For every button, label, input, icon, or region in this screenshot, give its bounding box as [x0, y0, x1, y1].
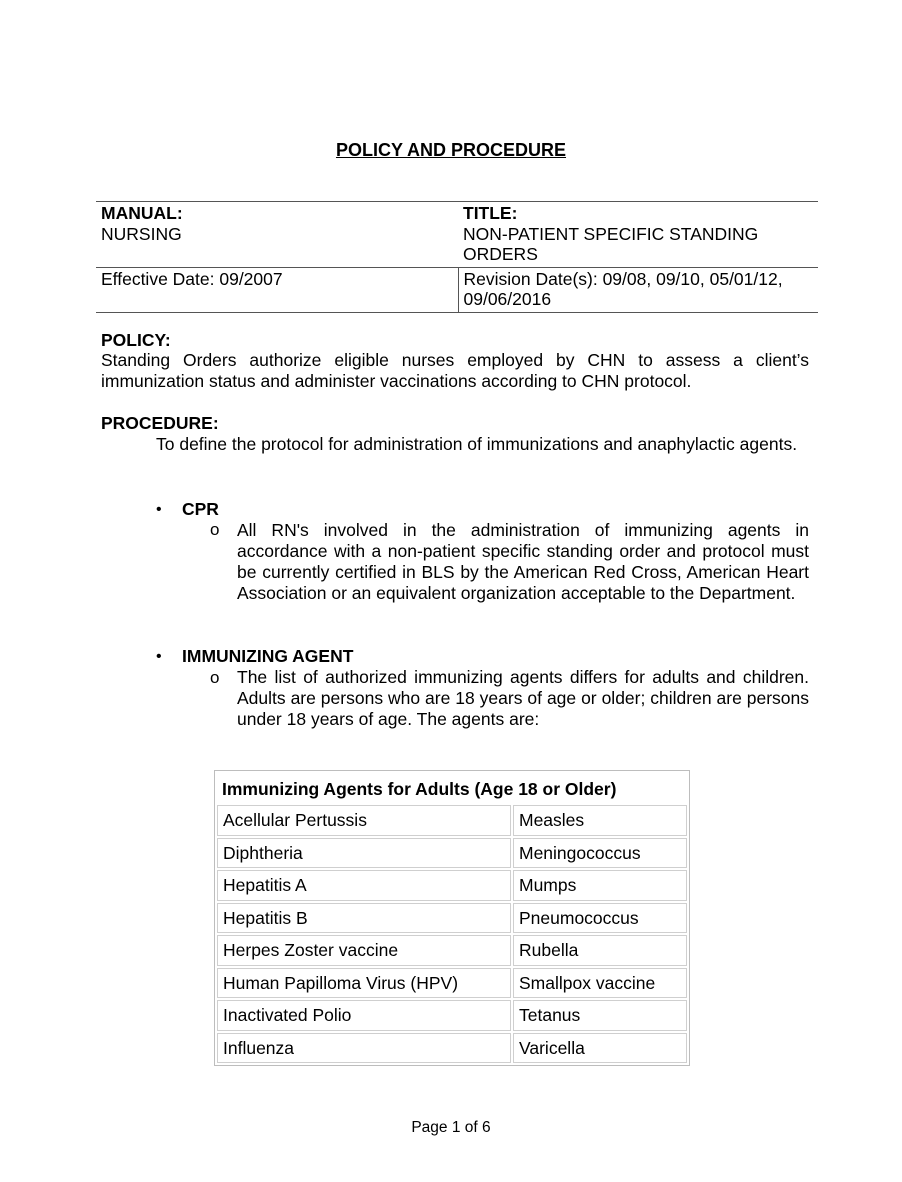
cpr-text: All RN's involved in the administration of immunizing agents in accordance with a non-patient specific standing order and protocol must be currently certified in BLS by the American Red Cross, American Heart Association or an equivalent organization acceptable to the Department. — [237, 520, 809, 603]
agent-cell: Meningococcus — [513, 838, 687, 869]
table-row — [217, 935, 687, 966]
adult-immunizing-agents-table — [214, 770, 690, 1066]
cpr-label: CPR — [182, 499, 219, 519]
agent-cell: Herpes Zoster vaccine — [217, 935, 511, 966]
page-title: POLICY AND PROCEDURE — [335, 140, 567, 160]
policy-text: Standing Orders authorize eligible nurses employed by CHN to assess a client’s immunization status and administer vaccinations according to CHN protocol. — [101, 350, 809, 391]
agent-cell: Rubella — [513, 935, 687, 966]
sub-bullet-immunizing-agent: o — [210, 668, 220, 687]
agent-cell: Varicella — [513, 1033, 687, 1064]
agent-cell: Inactivated Polio — [217, 1000, 511, 1031]
bullet-immunizing-agent: • — [156, 648, 162, 665]
manual-label: MANUAL: — [101, 203, 183, 223]
table-row — [217, 903, 687, 934]
immunizing-agent-label: IMMUNIZING AGENT — [182, 646, 354, 666]
table-row — [217, 838, 687, 869]
agent-cell: Measles — [513, 805, 687, 836]
agent-cell: Mumps — [513, 870, 687, 901]
table-row — [217, 870, 687, 901]
immunizing-agent-text: The list of authorized immunizing agents differs for adults and children. Adults are persons who are 18 years of age or older; children are persons under 18 years of age. The agents are: — [237, 667, 809, 729]
procedure-label: PROCEDURE: — [101, 413, 219, 433]
manual-value: NURSING — [101, 223, 182, 244]
agent-cell: Acellular Pertussis — [217, 805, 511, 836]
manual-cell — [96, 202, 458, 268]
agent-cell: Influenza — [217, 1033, 511, 1064]
title-value: NON-PATIENT SPECIFIC STANDING ORDERS — [463, 223, 759, 264]
page-number: Page 1 of 6 — [411, 1119, 491, 1136]
agent-cell: Human Papilloma Virus (HPV) — [217, 968, 511, 999]
effective-date: Effective Date: 09/2007 — [96, 267, 458, 312]
agent-cell: Hepatitis B — [217, 903, 511, 934]
table-row — [217, 1000, 687, 1031]
title-cell — [458, 202, 818, 268]
agent-cell: Pneumococcus — [513, 903, 687, 934]
agent-cell: Diphtheria — [217, 838, 511, 869]
table-row — [217, 805, 687, 836]
bullet-cpr: • — [156, 501, 162, 518]
title-label: TITLE: — [463, 203, 518, 223]
document-header-table — [96, 201, 818, 313]
policy-label: POLICY: — [101, 330, 171, 350]
agents-table-heading: Immunizing Agents for Adults (Age 18 or Older) — [222, 779, 617, 799]
table-row — [217, 968, 687, 999]
revision-dates: Revision Date(s): 09/08, 09/10, 05/01/12, 09/06/2016 — [458, 267, 818, 312]
agent-cell: Hepatitis A — [217, 870, 511, 901]
agent-cell: Tetanus — [513, 1000, 687, 1031]
procedure-text: To define the protocol for administration of immunizations and anaphylactic agents. — [156, 434, 798, 454]
table-row — [217, 1033, 687, 1064]
sub-bullet-cpr: o — [210, 520, 220, 539]
agent-cell: Smallpox vaccine — [513, 968, 687, 999]
